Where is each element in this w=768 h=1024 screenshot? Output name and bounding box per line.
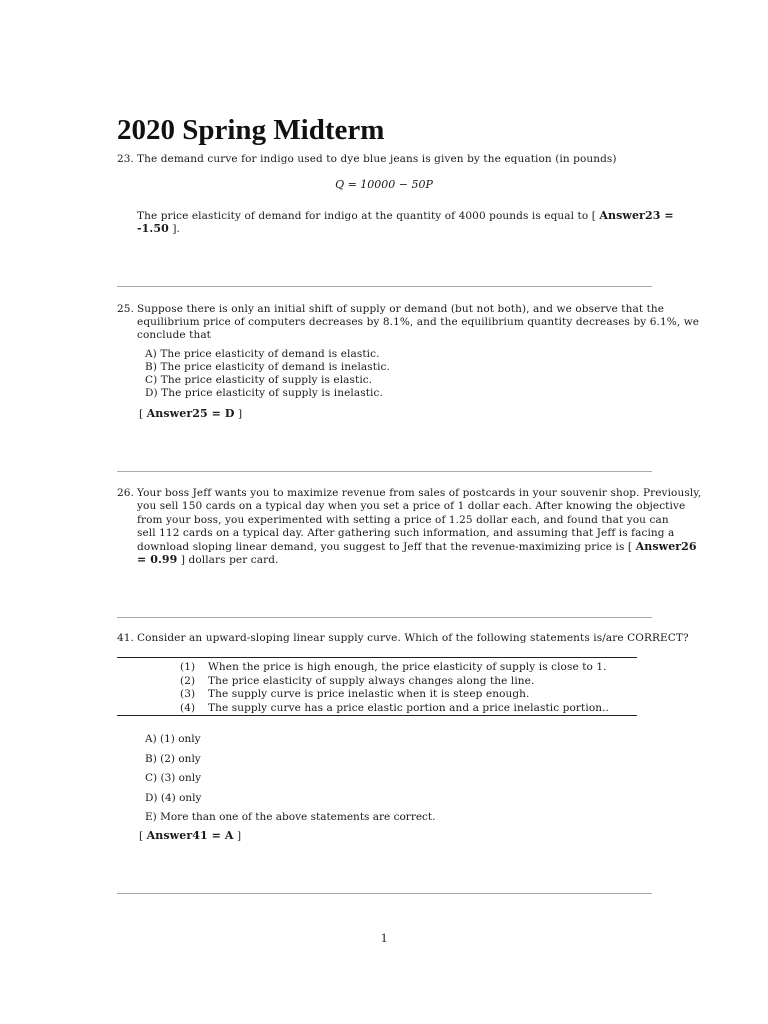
statement-text: The supply curve has a price elastic portion and a price inelastic portion.. [208,701,609,714]
question-41-option-d: D) (4) only [145,791,202,804]
answer-26-tail: ] dollars per card. [180,554,279,566]
answer-26-line [137,553,652,568]
statement-row [180,675,609,689]
question-41-options [145,730,436,828]
divider [117,286,652,287]
statement-row [180,688,609,702]
question-41-text: Consider an upward-sloping linear supply curve. Which of the following statements is/are CORRECT? [137,632,689,644]
divider [117,893,652,894]
answer-23-value: -1.50 [137,222,169,235]
answer-41 [139,829,241,844]
answer-25-open: [ [139,408,144,420]
statement-text: The supply curve is price inelastic when it is steep enough. [208,688,530,700]
statement-number: (2) [180,674,196,687]
question-25-option-c: C) The price elasticity of supply is elastic. [145,374,373,386]
answer-26-label: Answer26 [635,540,697,553]
divider [117,617,652,618]
statements-table [180,661,609,715]
divider [117,471,652,472]
statement-text: When the price is high enough, the price elasticity of supply is close to 1. [208,661,607,673]
question-26-number: 26. [117,487,134,499]
answer-23-line [137,222,652,237]
page-title: 2020 Spring Midterm [117,114,385,146]
question-23-number: 23. [117,153,134,165]
question-41-option-b: B) (2) only [145,752,201,765]
answer-25-close: ] [238,408,243,420]
question-23-body-text: The price elasticity of demand for indigo at the quantity of 4000 pounds is equal to [ [137,210,596,222]
question-26-line-3: from your boss, you experimented with setting a price of 1.25 dollar each, and found that you can [137,514,669,526]
question-25-option-b: B) The price elasticity of demand is inelastic. [145,361,390,373]
question-25-option-d: D) The price elasticity of supply is inelastic. [145,387,383,399]
statement-number: (1) [180,661,196,673]
question-25-line-1: Suppose there is only an initial shift of supply or demand (but not both), and we observe that the [137,303,665,315]
question-26-line-2: you sell 150 cards on a typical day when you set a price of 1 dollar each. After knowing the objective [137,500,686,512]
question-41-option-e: E) More than one of the above statements are correct. [145,811,436,823]
answer-23-close: ]. [172,223,180,235]
statement-row [180,702,609,716]
question-26-line-4: sell 112 cards on a typical day. After gathering such information, and assuming that Jeff is facing a [137,527,675,539]
statements-table-top-rule [117,657,637,658]
question-25-number: 25. [117,303,134,315]
question-41-number: 41. [117,632,134,644]
question-25-line-3: conclude that [137,329,212,341]
statement-text: The price elasticity of supply always changes along the line. [208,674,535,687]
answer-25-label: Answer25 = D [146,407,235,420]
statement-number: (4) [180,701,196,714]
question-26-line-1: Your boss Jeff wants you to maximize revenue from sales of postcards in your souvenir shop. Previously, [137,487,702,499]
question-41-option-a: A) (1) only [145,733,201,745]
question-26-line-5-text: download sloping linear demand, you suggest to Jeff that the revenue-maximizing price is [ [137,541,633,553]
question-41-option-c: C) (3) only [145,772,202,784]
statement-row [180,661,609,675]
page-number: 1 [380,930,388,945]
statement-number: (3) [180,688,196,700]
answer-41-open: [ [139,830,144,842]
answer-23-label: Answer23 = [599,209,674,222]
answer-26-value: = 0.99 [137,553,178,566]
question-25-line-2: equilibrium price of computers decreases by 8.1%, and the equilibrium quantity decreases by 6.1%, we [137,316,700,328]
answer-25 [139,407,242,422]
statements-table-bottom-rule [117,715,637,716]
answer-41-label: Answer41 = A [146,829,234,842]
question-25-option-a: A) The price elasticity of demand is elastic. [145,348,380,360]
question-23-text: The demand curve for indigo used to dye blue jeans is given by the equation (in pounds) [137,153,617,165]
answer-41-close: ] [237,830,242,842]
demand-equation: Q = 10000 − 50P [335,178,433,191]
